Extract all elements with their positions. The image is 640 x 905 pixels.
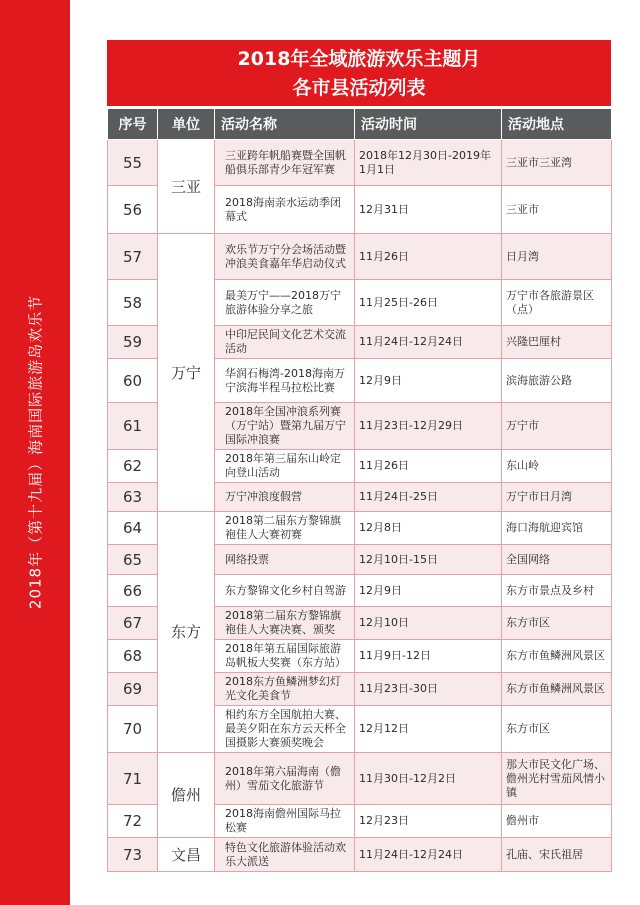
- activity-name: 2018年第六届海南（儋州）雪茄文化旅游节: [215, 753, 355, 805]
- activity-name: 2018第二届东方黎锦旗袍佳人大赛初赛: [215, 512, 355, 545]
- sidebar-banner: [0, 0, 70, 905]
- table-row: [108, 512, 612, 545]
- activity-name: 华润石梅湾-2018海南万宁滨海半程马拉松比赛: [215, 359, 355, 403]
- header-activity-name: 活动名称: [215, 109, 355, 140]
- activity-place: 兴隆巴厘村: [502, 326, 612, 359]
- activity-name: 2018年全国冲浪系列赛（万宁站）暨第九届万宁国际冲浪赛: [215, 403, 355, 450]
- activity-time: 11月30日-12月2日: [355, 753, 502, 805]
- activity-name: 2018海南儋州国际马拉松赛: [215, 805, 355, 838]
- activity-name: 东方黎锦文化乡村自驾游: [215, 575, 355, 607]
- activity-time: 11月23日-30日: [355, 673, 502, 706]
- row-number: 66: [108, 575, 158, 607]
- unit-cell: 儋州: [158, 753, 215, 838]
- activity-place: 东方市区: [502, 706, 612, 753]
- activity-name: 万宁冲浪度假营: [215, 483, 355, 512]
- title-line-2: 各市县活动列表: [292, 77, 426, 99]
- row-number: 70: [108, 706, 158, 753]
- activity-time: 12月9日: [355, 575, 502, 607]
- activity-place: 孔庙、宋氏祖居: [502, 838, 612, 872]
- activity-name: 网络投票: [215, 545, 355, 575]
- row-number: 64: [108, 512, 158, 545]
- activity-place: 万宁市各旅游景区（点）: [502, 280, 612, 326]
- activity-place: 滨海旅游公路: [502, 359, 612, 403]
- activity-time: 11月24日-12月24日: [355, 838, 502, 872]
- activity-name: 中印尼民间文化艺术交流活动: [215, 326, 355, 359]
- activity-name: 特色文化旅游体验活动欢乐大派送: [215, 838, 355, 872]
- row-number: 60: [108, 359, 158, 403]
- row-number: 68: [108, 640, 158, 673]
- table-header-row: [108, 109, 612, 140]
- activity-time: 12月10日-15日: [355, 545, 502, 575]
- row-number: 69: [108, 673, 158, 706]
- row-number: 72: [108, 805, 158, 838]
- row-number: 67: [108, 607, 158, 640]
- table-row: [108, 234, 612, 280]
- activity-place: 海口海航迎宾馆: [502, 512, 612, 545]
- header-activity-place: 活动地点: [502, 109, 612, 140]
- row-number: 71: [108, 753, 158, 805]
- activity-time: 11月24日-12月24日: [355, 326, 502, 359]
- activity-time: 11月25日-26日: [355, 280, 502, 326]
- activity-name: 2018第二届东方黎锦旗袍佳人大赛决赛、颁奖: [215, 607, 355, 640]
- activity-time: 12月9日: [355, 359, 502, 403]
- activity-name: 2018东方鱼鳞洲梦幻灯光文化美食节: [215, 673, 355, 706]
- row-number: 73: [108, 838, 158, 872]
- activity-place: 那大市民文化广场、儋州光村雪茄风情小镇: [502, 753, 612, 805]
- activity-place: 东方市鱼鳞洲风景区: [502, 673, 612, 706]
- activity-place: 儋州市: [502, 805, 612, 838]
- activity-place: 东方市鱼鳞洲风景区: [502, 640, 612, 673]
- activity-time: 11月26日: [355, 450, 502, 483]
- activity-time: 12月31日: [355, 186, 502, 234]
- row-number: 61: [108, 403, 158, 450]
- activity-place: 东方市区: [502, 607, 612, 640]
- activity-place: 万宁市: [502, 403, 612, 450]
- table-row: [108, 838, 612, 872]
- unit-cell: 万宁: [158, 234, 215, 512]
- row-number: 65: [108, 545, 158, 575]
- activity-name: 三亚跨年帆船赛暨全国帆船俱乐部青少年冠军赛: [215, 140, 355, 186]
- activity-time: 12月12日: [355, 706, 502, 753]
- row-number: 57: [108, 234, 158, 280]
- activity-table: [107, 108, 612, 872]
- activity-place: 日月湾: [502, 234, 612, 280]
- activity-place: 三亚市三亚湾: [502, 140, 612, 186]
- header-activity-time: 活动时间: [355, 109, 502, 140]
- activity-time: 2018年12月30日-2019年1月1日: [355, 140, 502, 186]
- activity-place: 三亚市: [502, 186, 612, 234]
- activity-name: 相约东方全国航拍大赛、最美夕阳在东方云天杯全国摄影大赛颁奖晚会: [215, 706, 355, 753]
- header-unit: 单位: [158, 109, 215, 140]
- activity-time: 12月23日: [355, 805, 502, 838]
- unit-cell: 三亚: [158, 140, 215, 234]
- activity-time: 11月23日-12月29日: [355, 403, 502, 450]
- activity-time: 11月9日-12日: [355, 640, 502, 673]
- table-title: [107, 40, 611, 106]
- table-row: [108, 753, 612, 805]
- row-number: 63: [108, 483, 158, 512]
- activity-time: 12月8日: [355, 512, 502, 545]
- activity-name: 最美万宁——2018万宁旅游体验分享之旅: [215, 280, 355, 326]
- festival-title-vertical: 2018年（第十九届）海南国际旅游岛欢乐节: [26, 294, 45, 610]
- row-number: 59: [108, 326, 158, 359]
- unit-cell: 东方: [158, 512, 215, 753]
- activity-time: 11月24日-25日: [355, 483, 502, 512]
- activity-name: 2018年第三届东山岭定向登山活动: [215, 450, 355, 483]
- header-number: 序号: [108, 109, 158, 140]
- title-line-1: 2018年全域旅游欢乐主题月: [237, 48, 481, 70]
- activity-place: 万宁市日月湾: [502, 483, 612, 512]
- row-number: 62: [108, 450, 158, 483]
- activity-time: 12月10日: [355, 607, 502, 640]
- activity-time: 11月26日: [355, 234, 502, 280]
- activity-name: 2018海南亲水运动季闭幕式: [215, 186, 355, 234]
- activity-place: 全国网络: [502, 545, 612, 575]
- activity-place: 东山岭: [502, 450, 612, 483]
- row-number: 56: [108, 186, 158, 234]
- table-row: [108, 140, 612, 186]
- activity-place: 东方市景点及乡村: [502, 575, 612, 607]
- unit-cell: 文昌: [158, 838, 215, 872]
- activity-name: 2018年第五届国际旅游岛帆板大奖赛（东方站）: [215, 640, 355, 673]
- activity-name: 欢乐节万宁分会场活动暨冲浪美食嘉年华启动仪式: [215, 234, 355, 280]
- row-number: 58: [108, 280, 158, 326]
- row-number: 55: [108, 140, 158, 186]
